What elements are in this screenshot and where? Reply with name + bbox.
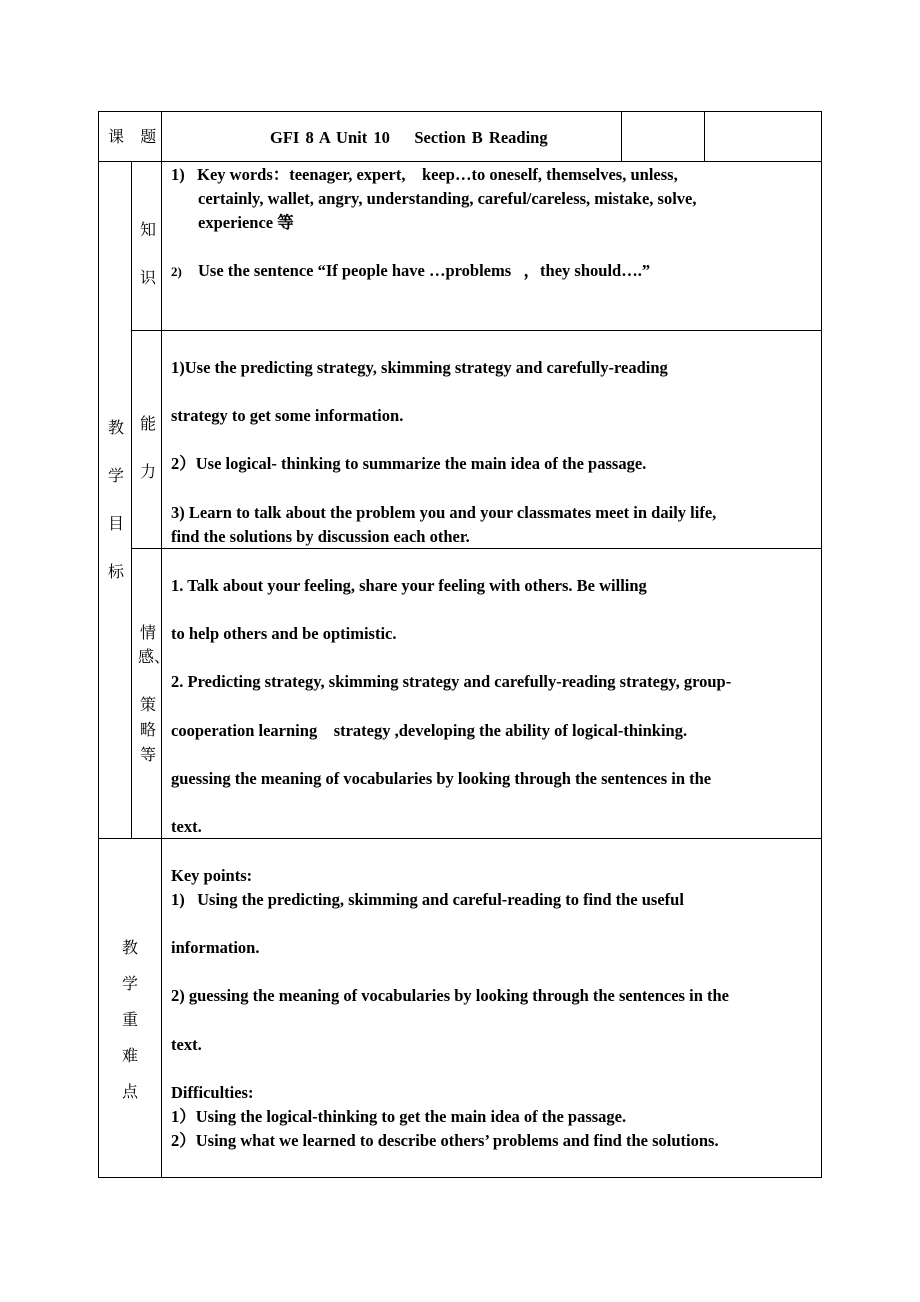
table-border-top [98,111,822,112]
table-col-header-a [621,111,622,162]
header-label [108,126,156,148]
objectives-label-char: 教 [107,418,124,437]
emotion-label-char: 感、 [138,647,171,666]
table-col-label [161,111,162,1178]
key-points-line: 2) guessing the meaning of vocabularies by looking through the sentences in the [171,986,729,1005]
ability-line: 1)Use the predicting strategy, skimming strategy and carefully-reading [171,358,668,377]
key-points-line: 1) Using the predicting, skimming and careful-reading to find the useful [171,890,684,909]
emotion-label-char: 策 [139,695,156,714]
knowledge-line: experience 等 [198,213,294,232]
key-points-label-char: 教 [121,938,138,957]
emotion-label-char: 情 [139,623,156,642]
objectives-label-char: 目 [107,514,124,533]
emotion-line: to help others and be optimistic. [171,624,397,643]
objectives-label-char: 学 [107,466,124,485]
emotion-label-char: 等 [139,745,156,764]
knowledge-label-char: 识 [139,268,156,287]
key-points-label-char: 重 [121,1010,138,1029]
table-divider-objectives [98,838,822,839]
emotion-line: guessing the meaning of vocabularies by looking through the sentences in the [171,769,712,788]
key-points-line: text. [171,1035,202,1054]
ability-line: 2）Use logical- thinking to summarize the main idea of the passage. [171,454,647,473]
table-border-left [98,111,99,1178]
emotion-line: 1. Talk about your feeling, share your feeling with others. Be willing [171,576,647,595]
knowledge-line-number: 2) [171,264,182,279]
lesson-title: GFI 8 A Unit 10 Section B Reading [270,128,548,147]
knowledge-line: 1) Key words：teenager, expert, keep…to oneself, themselves, unless, [171,165,678,184]
objectives-label-char: 标 [107,562,124,581]
table-col-header-b [704,111,705,162]
emotion-line: cooperation learning strategy ,developing the ability of logical-thinking. [171,721,688,740]
ability-line: strategy to get some information. [171,406,404,425]
key-points-label-char: 学 [121,974,138,993]
key-points-line: Key points: [171,866,253,885]
ability-line: find the solutions by discussion each other. [171,527,470,546]
difficulties-line: 2）Using what we learned to describe others’ problems and find the solutions. [171,1131,719,1150]
knowledge-line: certainly, wallet, angry, understanding, careful/careless, mistake, solve, [198,189,697,208]
ability-label-char: 能 [139,414,156,433]
ability-label-char: 力 [139,462,156,481]
header-label-char: 课 [108,127,125,146]
header-label-char: 题 [140,127,157,146]
emotion-line: text. [171,817,202,836]
emotion-line: 2. Predicting strategy, skimming strategy and carefully-reading strategy, group- [171,672,732,691]
key-points-label-char: 点 [121,1082,138,1101]
table-col-sub [131,161,132,839]
table-divider-knowledge [131,330,822,331]
knowledge-line: Use the sentence “If people have …problems ，they should….” [198,261,651,280]
table-divider-header [98,161,822,162]
ability-line: 3) Learn to talk about the problem you and your classmates meet in daily life, [171,503,717,522]
key-points-label-char: 难 [121,1046,138,1065]
difficulties-line: 1）Using the logical-thinking to get the main idea of the passage. [171,1107,627,1126]
difficulties-line: Difficulties: [171,1083,254,1102]
knowledge-label-char: 知 [139,220,156,239]
table-border-right [821,111,822,1178]
key-points-line: information. [171,938,260,957]
table-border-bottom [98,1177,822,1178]
emotion-label-char: 略 [139,720,156,739]
